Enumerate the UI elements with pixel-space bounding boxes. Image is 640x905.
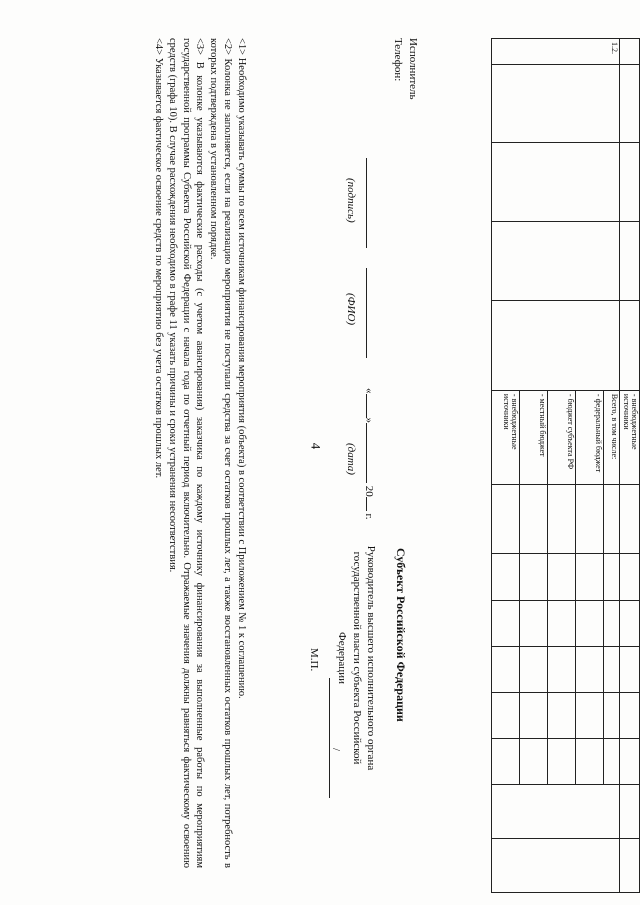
rotated-sheet — [40, 8, 640, 893]
stamp-place: М.П. — [308, 648, 320, 672]
table-row — [620, 39, 640, 893]
footnote-4: <4> Указывается фактическое освоение средств по мероприятию без учета остатков прошлых лет. — [152, 38, 164, 479]
label-cell: - федеральный бюджет — [576, 390, 604, 484]
executor-signature-line — [363, 158, 377, 248]
head-position-text: Руководитель высшего исполнительного органа государственной власти субъекта Российской Федерации — [336, 545, 377, 771]
label-cell: - внебюджетные источники — [492, 390, 520, 484]
slash-separator: / — [330, 748, 342, 752]
year-prefix: 20 — [363, 485, 375, 497]
financing-table — [491, 38, 640, 893]
executor-label: Исполнитель — [407, 38, 419, 100]
executor-name-line — [363, 268, 377, 358]
date-close-quote: » — [363, 417, 375, 423]
subject-title: Субъект Российской Федерации — [394, 548, 408, 722]
date-line — [363, 388, 377, 520]
signature-caption: (подпись) — [345, 178, 357, 223]
phone-label: Телефон: — [392, 38, 405, 82]
footnotes — [151, 38, 248, 868]
head-signature-line — [329, 678, 340, 798]
date-caption: (дата) — [345, 443, 357, 475]
footnote-2: <2> Колонка не заполняется, если на реализацию мероприятия не поступали средства за счет остатков прошлых лет, а также восстановленных остатков прошлых лет, потребность в которых подтверждена в установленном порядке. — [208, 38, 234, 868]
label-cell: - местный бюджет — [520, 390, 548, 484]
page-number: 4 — [308, 442, 324, 450]
name-caption: (ФИО) — [345, 293, 357, 326]
footnote-1: <1> Необходимо указывать суммы по всем источникам финансирования мероприятия (объекта) в соответствии с Приложением № 1 к соглашению. — [236, 38, 247, 699]
date-open-quote: « — [363, 388, 375, 394]
label-cell: Всего, в том числе: — [604, 390, 620, 484]
year-abbr: г. — [363, 513, 375, 520]
executor-block — [390, 38, 420, 100]
row-id-cell: 1.2. — [492, 39, 620, 65]
label-cell: - внебюджетные источники — [620, 390, 640, 484]
label-cell: - бюджет субъекта РФ — [548, 390, 576, 484]
footnote-3: <3> В колонке указываются фактические расходы (с учетом авансирования) заказчика по каждому источнику финансирования за выполненные работы по мероприятиям государственной программы Субъекта Российской Федерации с начала года по отчетный период включительно. Отражаемые значения должны равняться фактическому освоению средств (графа 10). В случае расхождения необходимо в графе 11 указать причины и сроки устранения несоответствия. — [166, 38, 206, 868]
table-row — [604, 39, 620, 893]
